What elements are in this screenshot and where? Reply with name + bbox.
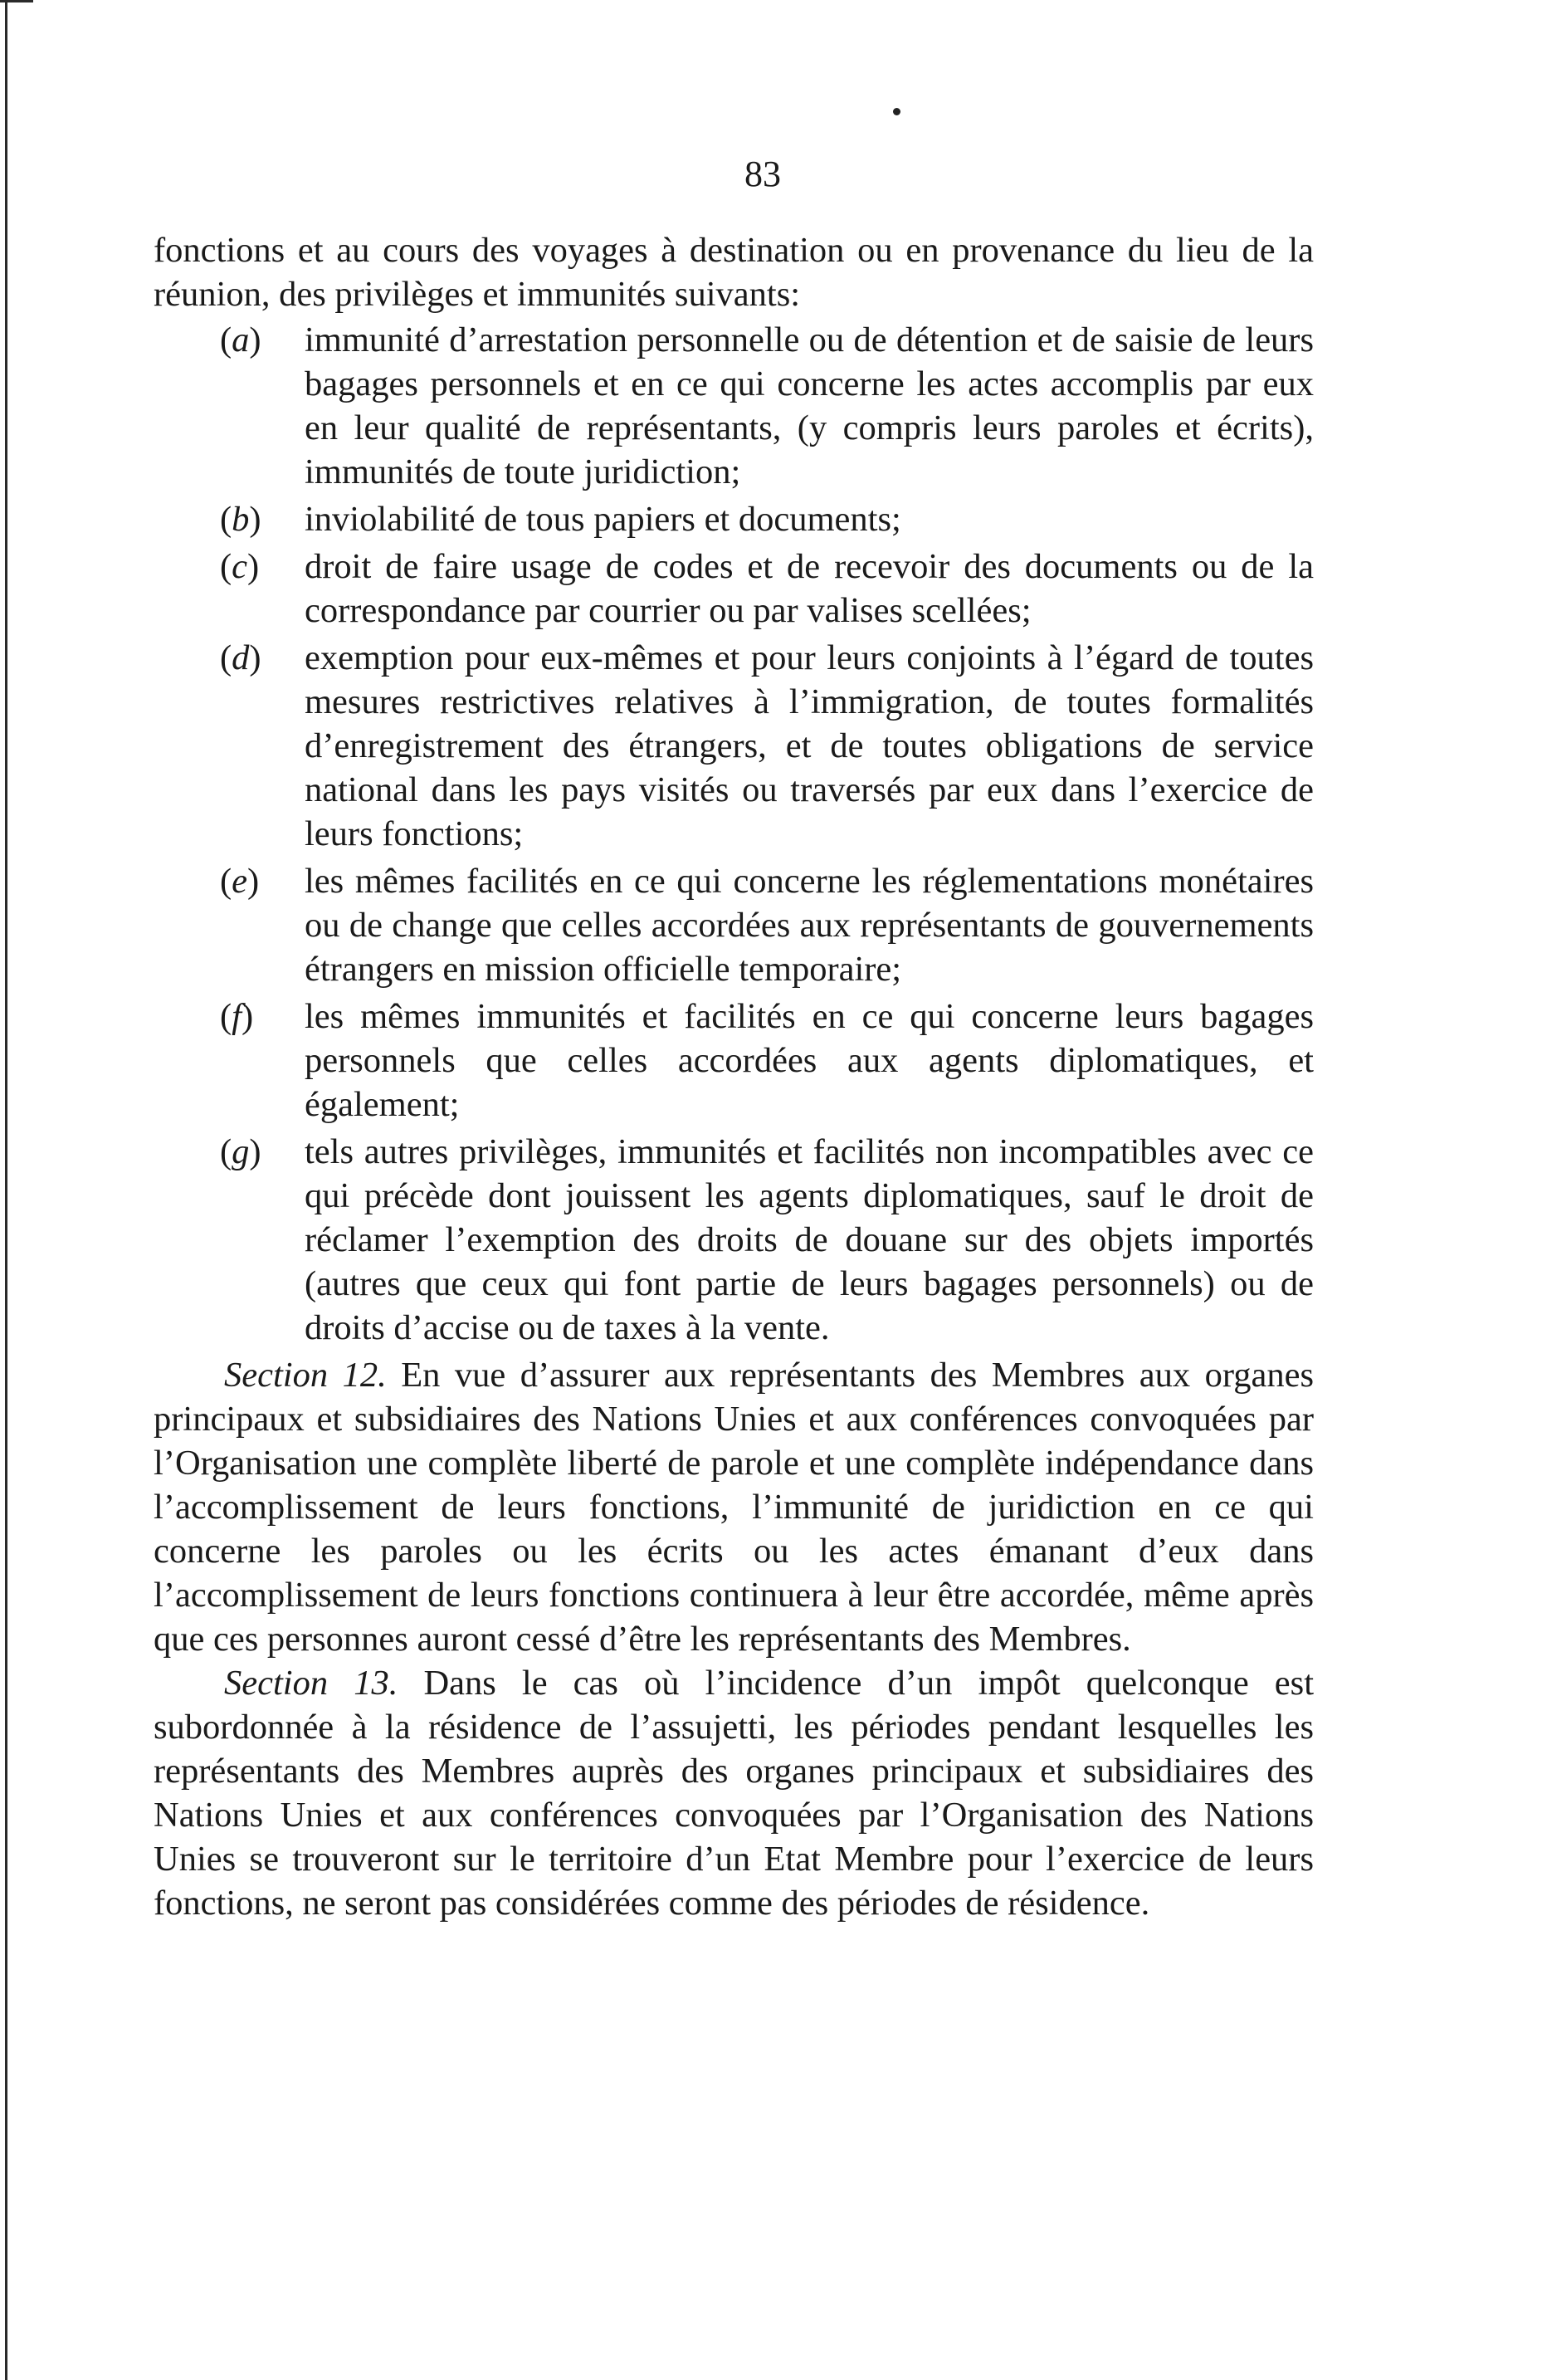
page-edge-rule [5, 0, 7, 2380]
section-12-paragraph [154, 1353, 1314, 1661]
section-13-paragraph [154, 1661, 1314, 1925]
item-text: les mêmes immunités et facilités en ce qui concerne leurs bagages personnels que celles accordées aux agents diplomatiques, et également; [305, 997, 1314, 1124]
item-label: (b) [220, 500, 261, 539]
page-body [154, 228, 1314, 1925]
item-label: (e) [220, 862, 260, 901]
section-label: Section 13. [224, 1664, 398, 1703]
list-item-d [154, 636, 1314, 856]
item-text: les mêmes facilités en ce qui concerne les réglementations monétaires ou de change que celles accordées aux représentants de gouvernements étrangers en mission officielle temporaire; [305, 862, 1314, 989]
list-item-g [154, 1130, 1314, 1350]
item-text: inviolabilité de tous papiers et documents; [305, 500, 901, 539]
item-text: exemption pour eux-mêmes et pour leurs conjoints à l’égard de toutes mesures restrictives relatives à l’immigration, de toutes formalités d’enregistrement des étrangers, et de toutes obligations de service national dans les pays visités ou traversés par eux dans l’exercice de leurs fonctions; [305, 638, 1314, 853]
page-number: 83 [744, 154, 781, 194]
section-text: En vue d’assurer aux représentants des Membres aux organes principaux et subsidiaires des Nations Unies et aux conférences convoquées par l’Organisation une complète liberté de parole et une complète indépendance dans l’accomplissement de leurs fonctions, l’immunité de juridiction en ce qui concerne les paroles ou les écrits ou les actes émanant d’eux dans l’accomplissement de leurs fonctions continuera à leur être accordée, même après que ces personnes auront cessé d’être les représentants des Membres. [154, 1356, 1315, 1659]
print-speck [893, 108, 900, 115]
item-label: (f) [220, 997, 254, 1036]
list-item-e [154, 859, 1314, 991]
item-label: (a) [220, 320, 261, 359]
item-text: droit de faire usage de codes et de recevoir des documents ou de la correspondance par courrier ou par valises scellées; [305, 547, 1314, 630]
section-text: Dans le cas où l’incidence d’un impôt quelconque est subordonnée à la résidence de l’assujetti, les périodes pendant lesquelles les représentants des Membres auprès des organes principaux et subsidiaires des Nations Unies et aux conférences convoquées par l’Organisation des Nations Unies se trouveront sur le territoire d’un Etat Membre pour l’exercice de leurs fonctions, ne seront pas considérées comme des périodes de résidence. [154, 1664, 1315, 1923]
item-label: (g) [220, 1132, 261, 1171]
list-item-a [154, 318, 1314, 494]
item-text: tels autres privilèges, immunités et facilités non incompatibles avec ce qui précède dont jouissent les agents diplomatiques, sauf le droit de réclamer l’exemption des droits de douane sur des objets importés (autres que ceux qui font partie de leurs bagages personnels) ou de droits d’accise ou de taxes à la vente. [305, 1132, 1314, 1347]
list-item-b [154, 497, 1314, 541]
item-text: immunité d’arrestation personnelle ou de détention et de saisie de leurs bagages personnels et en ce qui concerne les actes accomplis par eux en leur qualité de représentants, (y compris leurs paroles et écrits), immunités de toute juridiction; [305, 320, 1314, 491]
list-item-c [154, 545, 1314, 633]
list-item-f [154, 995, 1314, 1126]
section-label: Section 12. [224, 1356, 387, 1395]
item-label: (c) [220, 547, 260, 586]
item-label: (d) [220, 638, 261, 677]
page-corner-rule [0, 0, 33, 2]
intro-paragraph: fonctions et au cours des voyages à destination ou en provenance du lieu de la réunion, des privilèges et immunités suivants: [154, 231, 1314, 314]
privileges-list [154, 318, 1314, 1350]
